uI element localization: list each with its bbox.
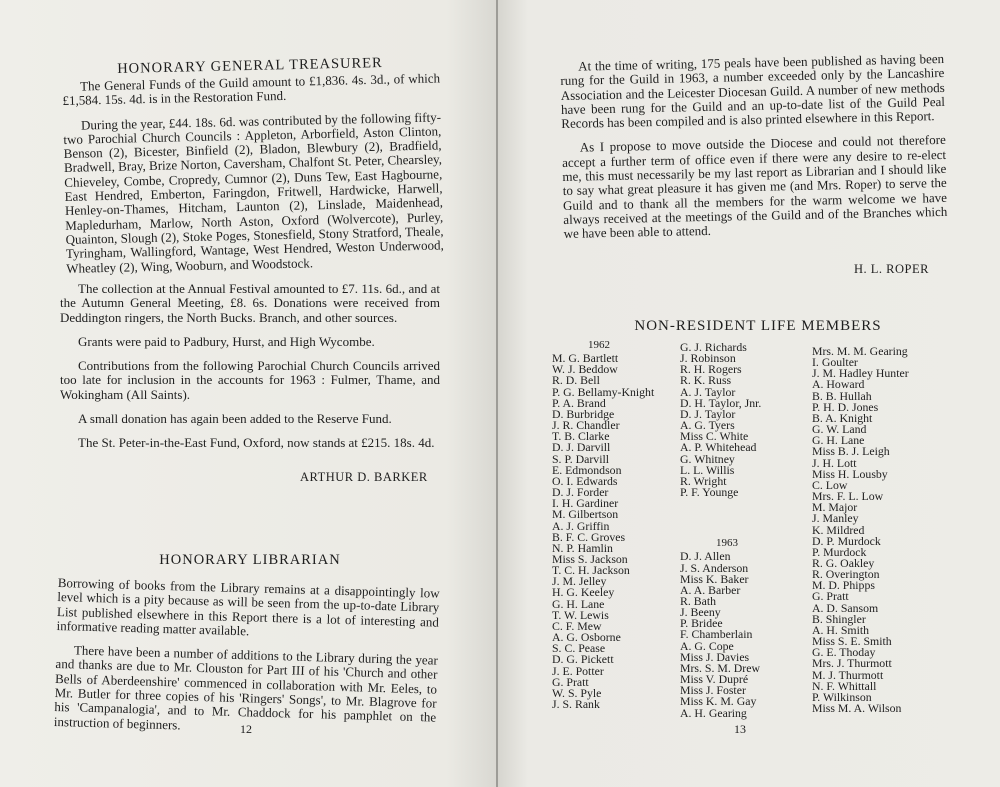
member-name: Miss S. Jackson — [552, 551, 628, 566]
member-name: A. A. Barber — [680, 582, 741, 597]
treasurer-paragraph: A small donation has again been added to the Reserve Fund. — [78, 411, 392, 427]
member-name: T. C. H. Jackson — [552, 563, 630, 578]
member-name: A. G. Cope — [680, 638, 734, 653]
member-name: D. H. Taylor, Jnr. — [680, 395, 762, 410]
treasurer-paragraph: Grants were paid to Padbury, Hurst, and High Wycombe. — [78, 333, 375, 349]
member-name: G. H. Lane — [812, 433, 865, 448]
member-name: A. H. Smith — [812, 622, 870, 637]
member-name: D. J. Allen — [680, 549, 731, 564]
member-name: F. Chamberlain — [680, 627, 753, 642]
member-name: L. L. Willis — [680, 462, 735, 477]
member-name: Miss K. M. Gay — [680, 694, 757, 709]
spacer — [680, 518, 761, 538]
member-name: A. P. Whitehead — [680, 440, 757, 455]
treasurer-text — [62, 71, 445, 285]
member-name: J. Robinson — [680, 351, 736, 366]
member-name: A. J. Taylor — [680, 384, 736, 399]
member-name: A. H. Gearing — [680, 705, 747, 720]
member-name: O. I. Edwards — [552, 473, 618, 488]
member-name: P. F. Younge — [680, 485, 739, 500]
member-name: C. F. Mew — [552, 618, 602, 633]
member-name: Miss K. Baker — [680, 571, 749, 586]
member-name: R. D. Bell — [552, 373, 600, 388]
librarian-text-continued — [560, 52, 948, 252]
member-name: R. H. Rogers — [680, 362, 742, 377]
year-label: 1962 — [588, 339, 610, 351]
member-name: Miss H. Lousby — [812, 466, 888, 481]
member-name: J. S. Anderson — [680, 560, 749, 575]
member-name: R. Bath — [680, 593, 717, 608]
left-page — [0, 0, 496, 787]
member-name: G. J. Richards — [680, 340, 747, 354]
member-name: G. Pratt — [552, 674, 589, 689]
members-column-2 — [680, 342, 761, 719]
treasurer-text-continued — [60, 282, 440, 461]
member-name: P. Bridee — [680, 616, 723, 631]
member-name: J. H. Lott — [812, 455, 857, 470]
member-name: Miss J. Davies — [680, 649, 750, 664]
member-name: D. J. Darvill — [552, 440, 611, 455]
spacer — [680, 498, 761, 518]
librarian-paragraph: There have been a number of additions to the Library during the year and thanks are due to Mr. Clouston for Part III of his 'Church and other Bells of Aberdeenshire' commenced in collaboration with Mr. Eeles, to Mr. Butler for three copies of his 'Ringers' Songs', to Mr. Blagrove for his 'Campanalogia', and to Mr. Chaddock for his pamphlet on the instruction of beginners. — [53, 642, 439, 733]
member-name: B. B. Hullah — [812, 388, 872, 403]
member-name: A. D. Sansom — [812, 600, 879, 615]
member-name: S. P. Darvill — [552, 451, 610, 466]
member-name: R. G. Oakley — [812, 555, 875, 570]
member-name: A. J. Griffin — [552, 518, 610, 533]
year-label: 1963 — [716, 537, 738, 550]
member-name: G. Whitney — [680, 451, 735, 466]
librarian-paragraph: At the time of writing, 175 peals have been published as having been rung for the Guild in 1963, a number exceeded only by the Lancashire Association and the Leicester Diocesan Guild. A number of new methods have been rung for the Guild and an up-to-date list of the Guild Peal Records has been compiled and is also printed elsewhere in this Report. — [560, 50, 946, 132]
member-name: Mrs. F. L. Low — [812, 489, 884, 504]
member-name: A. G. Tyers — [680, 418, 735, 433]
member-name: P. G. Bellamy-Knight — [552, 384, 655, 399]
member-name: J. Manley — [812, 511, 859, 526]
member-name: B. F. C. Groves — [552, 529, 626, 544]
member-name: N. P. Hamlin — [552, 540, 613, 555]
members-column-1 — [552, 340, 654, 710]
member-name: I. H. Gardiner — [552, 496, 619, 511]
members-heading: NON-RESIDENT LIFE MEMBERS — [634, 318, 882, 334]
member-name: T. W. Lewis — [552, 607, 609, 622]
member-name: G. E. Thoday — [812, 645, 876, 660]
member-name: A. Howard — [812, 377, 865, 392]
librarian-heading: HONORARY LIBRARIAN — [159, 552, 341, 568]
librarian-signature: H. L. ROPER — [854, 262, 929, 276]
page-number: 13 — [734, 722, 746, 736]
member-name: E. Edmondson — [552, 462, 622, 477]
member-name: I. Goulter — [812, 355, 858, 370]
member-name: B. Shingler — [812, 611, 866, 626]
member-name: M. J. Thurmott — [812, 667, 884, 682]
member-name: Mrs. J. Thurmott — [812, 656, 892, 671]
member-name: D. J. Forder — [552, 485, 609, 500]
member-name: Miss C. White — [680, 429, 749, 444]
member-name: R. Wright — [680, 473, 727, 488]
member-name: J. S. Rank — [552, 697, 600, 711]
member-name: Miss S. E. Smith — [812, 634, 892, 649]
member-name: T. B. Clarke — [552, 429, 610, 444]
member-name: D. G. Pickett — [552, 652, 614, 667]
treasurer-paragraph: The General Funds of the Guild amount to £1,836. 4s. 3d., of which £1,584. 15s. 4d. is in the Restoration Fund. — [62, 70, 441, 109]
members-column-3 — [812, 346, 909, 714]
member-name: P. Wilkinson — [812, 689, 872, 704]
member-name: G. Pratt — [812, 589, 849, 604]
member-name: Miss M. A. Wilson — [812, 701, 902, 715]
page-number: 12 — [240, 722, 252, 736]
member-name: Miss B. J. Leigh — [812, 444, 890, 459]
member-name: Mrs. M. M. Gearing — [812, 344, 908, 358]
right-page — [498, 0, 1000, 787]
member-name: M. Major — [812, 500, 858, 515]
librarian-paragraph: Borrowing of books from the Library remains at a disappointingly low level which is a pity because as will be seen from the up-to-date Library List published elsewhere in this Report there is a lot of interesting and informative reading matter available. — [56, 575, 440, 639]
member-name: J. E. Potter — [552, 663, 604, 678]
member-name: P. Murdock — [812, 544, 867, 559]
treasurer-paragraph: The St. Peter-in-the-East Fund, Oxford, now stands at £215. 18s. 4d. — [78, 435, 435, 451]
member-name: M. D. Phipps — [812, 578, 875, 593]
treasurer-signature: ARTHUR D. BARKER — [300, 470, 428, 484]
member-name: B. A. Knight — [812, 410, 873, 425]
member-name: D. Burbridge — [552, 406, 615, 421]
member-name: Mrs. S. M. Drew — [680, 660, 760, 675]
librarian-paragraph: As I propose to move outside the Diocese and could not therefore accept a further term of office even if there were any desire to re-elect me, this must necessarily be my last report as Librarian and I should like to say what great pleasure it has given me (and Mrs. Roper) to serve the Guild and to thank all the members for the warm welcome we have always received at the meetings of the Guild and of the Branches which we have been able to attend. — [561, 132, 948, 242]
member-name: R. K. Russ — [680, 373, 732, 388]
treasurer-paragraph: The collection at the Annual Festival amounted to £7. 11s. 6d., and at the Autumn General Meeting, £8. 6s. Donations were received from Deddington ringers, the North Bucks. Branch, and other sources. — [60, 281, 440, 325]
treasurer-paragraph: During the year, £44. 18s. 6d. was contributed by the following fifty-two Parochial Church Councils : Appleton, Arborfield, Aston Clinton, Benson (2), Bicester, Binfield (2), Bladon, Blewbury (2), Bradfield, Bradwell, Bray, Brize Norton, Caversham, Chalfont St. Peter, Chearsley, Chieveley, Combe, Cropredy, Cumnor (2), Duns Tew, East Hagbourne, East Hendred, Emberton, Faringdon, Fritwell, Hardwicke, Harwell, Henley-on-Thames, Hitcham, Launton (2), Linslade, Maidenhead, Mapledurham, Marlow, North Aston, Oxford (Wolvercote), Purley, Quainton, Slough (2), Stoke Poges, Stonesfield, Stony Stratford, Theale, Tyringham, Wallingford, Wantage, West Hendred, Weston Underwood, Wheatley (2), Wing, Wooburn, and Woodstock. — [63, 109, 445, 276]
member-name: N. F. Whittall — [812, 678, 877, 693]
member-name: H. G. Keeley — [552, 585, 615, 600]
member-name: W. S. Pyle — [552, 685, 602, 700]
member-name: J. M. Hadley Hunter — [812, 366, 909, 381]
member-name: M. Gilbertson — [552, 507, 619, 522]
member-name: Miss V. Dupré — [680, 672, 749, 687]
member-name: G. W. Land — [812, 422, 867, 437]
member-name: Miss J. Foster — [680, 683, 746, 698]
member-name: J. R. Chandler — [552, 418, 620, 433]
member-name: P. H. D. Jones — [812, 399, 879, 414]
member-name: J. Beeny — [680, 605, 721, 620]
member-name: A. G. Osborne — [552, 630, 621, 645]
treasurer-heading: HONORARY GENERAL TREASURER — [117, 54, 383, 78]
member-name: G. H. Lane — [552, 596, 605, 611]
member-name: M. G. Bartlett — [552, 351, 619, 366]
member-name: S. C. Pease — [552, 641, 606, 656]
member-name: P. A. Brand — [552, 395, 606, 410]
member-name: C. Low — [812, 477, 848, 492]
treasurer-paragraph: Contributions from the following Parochial Church Councils arrived too late for inclusion in the accounts for 1963 : Fulmer, Thame, and Wokingham (All Saints). — [60, 358, 440, 402]
member-name: K. Mildred — [812, 522, 865, 537]
member-name: D. J. Taylor — [680, 406, 736, 421]
member-name: D. P. Murdock — [812, 533, 881, 548]
member-name: W. J. Beddow — [552, 362, 618, 377]
member-name: J. M. Jelley — [552, 574, 607, 589]
member-name: R. Overington — [812, 567, 880, 582]
